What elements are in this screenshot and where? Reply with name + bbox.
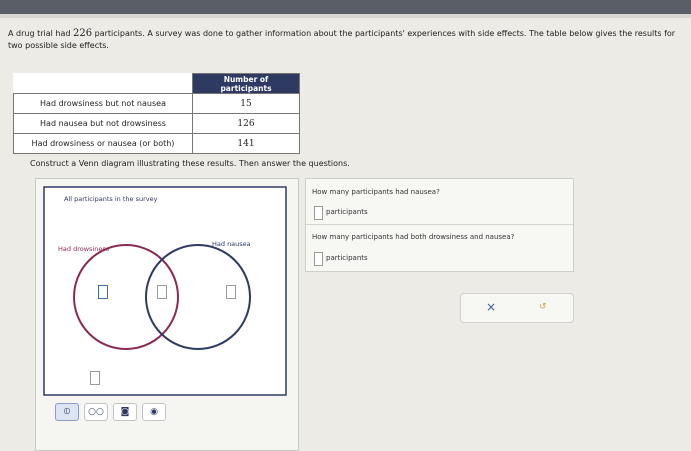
- results-table: [13, 73, 300, 154]
- intro-text-end: participants. A survey was done to gather information about the participants' experiences with side effects. The table below gives the results for two possible side effects.: [8, 29, 676, 50]
- drawing-toolbar: [55, 402, 166, 422]
- question-2-text: How many participants had both drowsiness and nausea?: [312, 233, 515, 241]
- undo-button[interactable]: ↺: [539, 302, 547, 312]
- row-value: 15: [193, 94, 300, 114]
- row-value: 126: [193, 114, 300, 134]
- question-divider: [306, 224, 573, 225]
- circle-tool-icon: ⦶: [63, 407, 71, 417]
- ring-tool-button[interactable]: [142, 403, 166, 421]
- nausea-label: Had nausea: [212, 240, 251, 248]
- rotate-icon: ◙: [120, 407, 130, 417]
- question-2-unit: participants: [326, 254, 368, 262]
- answer-action-bar: [460, 293, 574, 323]
- row-category: Had nausea but not drowsiness: [14, 114, 193, 134]
- nausea-only-input[interactable]: [226, 285, 236, 299]
- question-1-answer-input[interactable]: [314, 206, 323, 220]
- intro-text-start: A drug trial had: [8, 29, 73, 38]
- universe-label: All participants in the survey: [64, 195, 158, 203]
- row-category: Had drowsiness or nausea (or both): [14, 134, 193, 154]
- circle-tool-button[interactable]: [55, 403, 79, 421]
- ring-icon: ◉: [150, 407, 158, 417]
- question-1-unit: participants: [326, 208, 368, 216]
- drowsiness-only-input[interactable]: [98, 285, 108, 299]
- question-1-text: How many participants had nausea?: [312, 188, 440, 196]
- table-row: [14, 134, 300, 154]
- top-bar: [0, 0, 691, 14]
- question-2-answer-input[interactable]: [314, 252, 323, 266]
- row-value: 141: [193, 134, 300, 154]
- table-row: [14, 114, 300, 134]
- table-corner: [14, 74, 193, 94]
- questions-panel: [305, 178, 574, 272]
- drowsiness-label: Had drowsiness: [58, 245, 110, 253]
- instruction-text: Construct a Venn diagram illustrating these results. Then answer the questions.: [30, 159, 350, 168]
- rotate-tool-button[interactable]: [113, 403, 137, 421]
- table-row: [14, 94, 300, 114]
- row-category: Had drowsiness but not nausea: [14, 94, 193, 114]
- participant-count: 226: [72, 28, 93, 39]
- clear-button[interactable]: ×: [486, 300, 497, 314]
- neither-region-input[interactable]: [90, 371, 100, 385]
- column-header-count: Number of participants: [193, 74, 300, 94]
- both-region-input[interactable]: [157, 285, 167, 299]
- two-circles-tool-button[interactable]: [84, 403, 108, 421]
- problem-intro: [8, 28, 683, 52]
- two-circles-icon: ○○: [88, 407, 104, 417]
- top-bar-edge: [0, 14, 691, 18]
